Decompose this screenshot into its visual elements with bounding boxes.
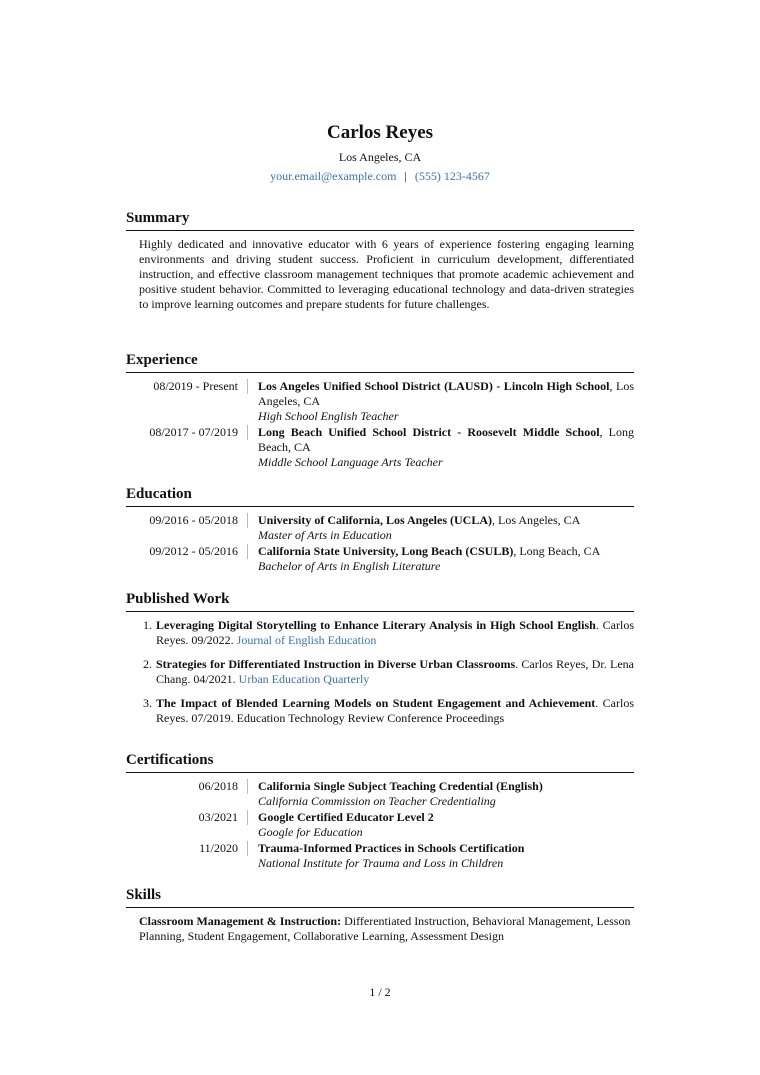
publication-details: . Carlos Reyes, Dr. Lena Chang. 04/2021. xyxy=(156,657,634,686)
certification-date: 03/2021 xyxy=(126,810,248,825)
certification-name: California Single Subject Teaching Credential (English) xyxy=(258,779,543,793)
experience-org: Long Beach Unified School District - Roosevelt Middle School xyxy=(258,425,600,439)
education-details xyxy=(248,513,634,543)
education-degree: Bachelor of Arts in English Literature xyxy=(258,559,441,573)
experience-org-line xyxy=(258,379,634,409)
contact-line xyxy=(0,167,760,185)
education-entry xyxy=(126,544,634,574)
candidate-name: Carlos Reyes xyxy=(326,122,434,143)
experience-date: 08/2019 - Present xyxy=(126,379,248,394)
education-school: University of California, Los Angeles (UCLA) xyxy=(258,513,492,527)
publication-venue-link[interactable]: Journal of English Education xyxy=(236,633,377,647)
publication-item xyxy=(126,618,634,648)
publication-text xyxy=(156,696,634,726)
publication-venue: Education Technology Review Conference Proceedings xyxy=(236,711,505,725)
skills-text xyxy=(126,914,634,944)
education-degree: Master of Arts in Education xyxy=(258,528,392,542)
education-details xyxy=(248,544,634,574)
certifications-section xyxy=(126,750,634,871)
certifications-list xyxy=(126,779,634,871)
publication-item xyxy=(126,696,634,726)
publication-item xyxy=(126,657,634,687)
contact-separator: | xyxy=(404,169,407,183)
skills-category-label: Classroom Management & Instruction: xyxy=(139,914,342,928)
education-school-line xyxy=(258,513,634,528)
experience-details xyxy=(248,425,634,470)
page-number: 1 / 2 xyxy=(369,985,391,999)
education-date: 09/2012 - 05/2016 xyxy=(126,544,248,559)
certification-details xyxy=(248,841,634,871)
certification-entry xyxy=(126,779,634,809)
certification-name: Trauma-Informed Practices in Schools Certification xyxy=(258,841,525,855)
education-entry xyxy=(126,513,634,543)
publication-details: . Carlos Reyes. 09/2022. xyxy=(156,618,634,647)
publication-title: The Impact of Blended Learning Models on Student Engagement and Achievement xyxy=(156,696,596,710)
certification-issuer: Google for Education xyxy=(258,825,363,839)
experience-section xyxy=(126,350,634,470)
experience-list xyxy=(126,379,634,470)
experience-location: , Los Angeles, CA xyxy=(258,379,634,408)
publication-number: 1. xyxy=(143,618,152,632)
experience-entry xyxy=(126,425,634,470)
summary-section xyxy=(126,208,634,312)
skills-section xyxy=(126,885,634,944)
publication-number: 3. xyxy=(143,696,152,710)
certifications-heading: Certifications xyxy=(126,750,634,773)
education-list xyxy=(126,513,634,574)
experience-role: Middle School Language Arts Teacher xyxy=(258,455,443,469)
publication-text xyxy=(156,657,634,687)
education-date: 09/2016 - 05/2018 xyxy=(126,513,248,528)
experience-role: High School English Teacher xyxy=(258,409,399,423)
certification-issuer: California Commission on Teacher Credentialing xyxy=(258,794,496,808)
publication-title: Leveraging Digital Storytelling to Enhance Literary Analysis in High School English xyxy=(156,618,596,632)
publications-section xyxy=(126,589,634,735)
certification-details xyxy=(248,779,634,809)
certification-name: Google Certified Educator Level 2 xyxy=(258,810,434,824)
phone-link[interactable]: (555) 123-4567 xyxy=(414,169,490,183)
publication-number: 2. xyxy=(143,657,152,671)
experience-heading: Experience xyxy=(126,350,634,373)
education-location: , Los Angeles, CA xyxy=(492,513,581,527)
publications-heading: Published Work xyxy=(126,589,634,612)
experience-location: , Long Beach, CA xyxy=(258,425,634,454)
summary-text: Highly dedicated and innovative educator with 6 years of experience fostering engaging learning environments and driving student success. Proficient in curriculum development, differentiated instruction, and effective classroom management techniques that promote academic achievement and positive student behavior. Committed to leveraging educational technology and data-driven strategies to improve learning outcomes and prepare students for future challenges. xyxy=(139,237,634,311)
education-heading: Education xyxy=(126,484,634,507)
certification-details xyxy=(248,810,634,840)
email-link[interactable]: your.email@example.com xyxy=(270,169,397,183)
experience-org: Los Angeles Unified School District (LAUSD) - Lincoln High School xyxy=(258,379,610,393)
experience-entry xyxy=(126,379,634,424)
skills-heading: Skills xyxy=(126,885,634,908)
education-location: , Long Beach, CA xyxy=(513,544,601,558)
experience-org-line xyxy=(258,425,634,455)
candidate-location: Los Angeles, CA xyxy=(338,150,422,164)
summary-heading: Summary xyxy=(126,208,634,231)
certification-entry xyxy=(126,841,634,871)
certification-issuer: National Institute for Trauma and Loss in Children xyxy=(258,856,504,870)
publication-text xyxy=(156,618,634,648)
publication-details: . Carlos Reyes. 07/2019. xyxy=(156,696,634,725)
publications-list xyxy=(126,618,634,726)
skills-list: Differentiated Instruction, Behavioral Management, Lesson Planning, Student Engagement, Collaborative Learning, Assessment Design xyxy=(139,914,631,943)
certification-date: 11/2020 xyxy=(126,841,248,856)
resume-header xyxy=(0,120,760,185)
education-school-line xyxy=(258,544,634,559)
publication-title: Strategies for Differentiated Instruction in Diverse Urban Classrooms xyxy=(156,657,516,671)
publication-venue-link[interactable]: Urban Education Quarterly xyxy=(238,672,370,686)
certification-date: 06/2018 xyxy=(126,779,248,794)
certification-entry xyxy=(126,810,634,840)
education-school: California State University, Long Beach (CSULB) xyxy=(258,544,514,558)
experience-details xyxy=(248,379,634,424)
experience-date: 08/2017 - 07/2019 xyxy=(126,425,248,440)
education-section xyxy=(126,484,634,574)
